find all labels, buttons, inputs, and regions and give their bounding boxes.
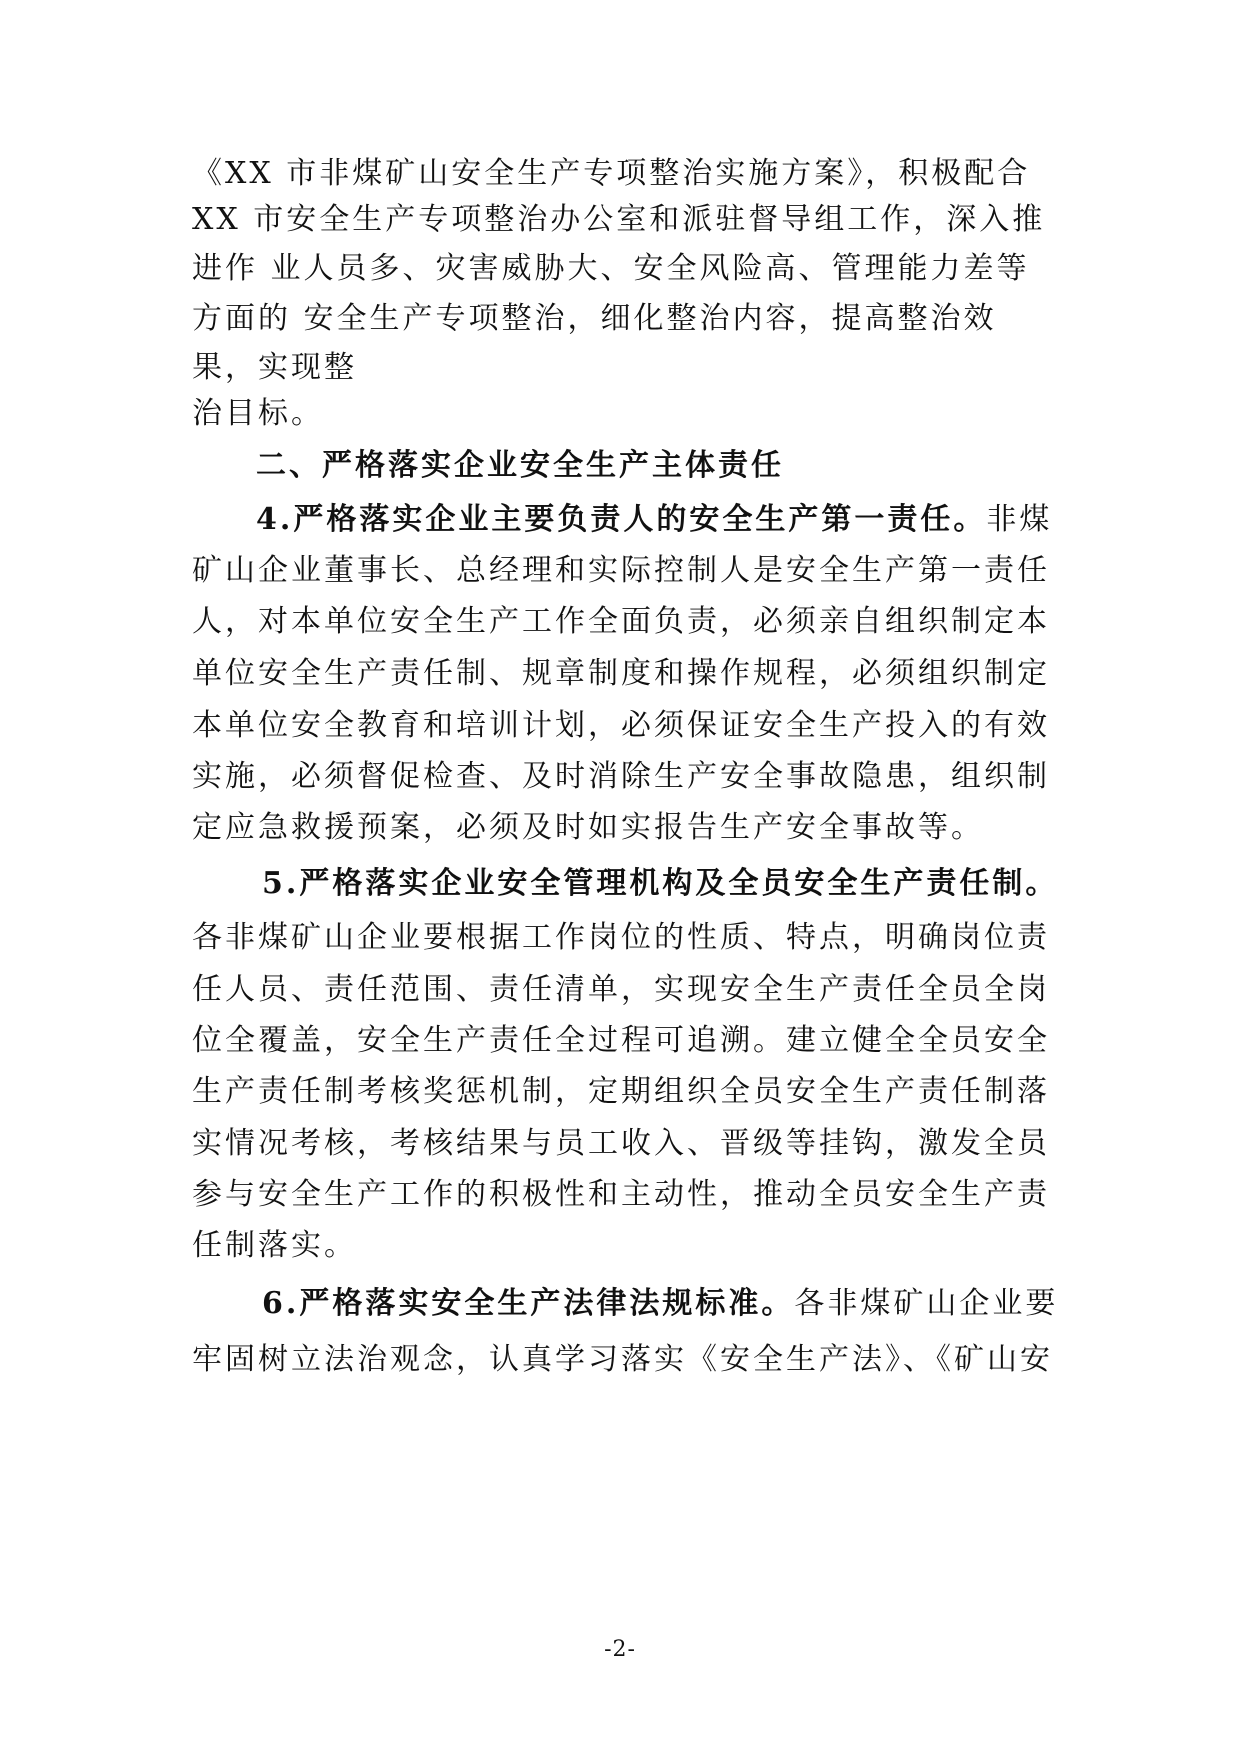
line-text: 实施，必须督促检查、及时消除生产安全事故隐患，组织制: [192, 759, 1050, 794]
line-text: 任人员、责任范围、责任清单，实现安全生产责任全员全岗: [192, 972, 1050, 1007]
paragraph-line: [256, 500, 1116, 540]
paragraph-line: [192, 1072, 1052, 1112]
paragraph-line: [192, 551, 1052, 591]
line-text: 牢固树立法治观念，认真学习落实《安全生产法》、《矿山安: [192, 1342, 1053, 1377]
paragraph-line: [192, 1175, 1052, 1215]
line-text: 《XX 市非煤矿山安全生产专项整治实施方案》，积极配合: [192, 156, 1031, 191]
paragraph-line: [192, 200, 1052, 240]
paragraph-line: [192, 918, 1052, 958]
line-text: 本单位安全教育和培训计划，必须保证安全生产投入的有效: [192, 708, 1050, 743]
item-title: 5.严格落实企业安全管理机构及全员安全生产责任制。: [262, 866, 1059, 901]
paragraph-line: [192, 706, 1052, 746]
line-text: 参与安全生产工作的积极性和主动性，推动全员安全生产责: [192, 1177, 1050, 1212]
line-text: 方面的 安全生产专项整治，细化整治内容，提高整治效: [192, 301, 997, 336]
page-number: -2-: [604, 1637, 636, 1662]
section-heading: [256, 446, 1116, 486]
section-heading-text: 二、严格落实企业安全生产主体责任: [256, 448, 784, 483]
paragraph-line: [192, 970, 1052, 1010]
paragraph-line: [192, 654, 1052, 694]
line-text: 定应急救援预案，必须及时如实报告生产安全事故等。: [192, 810, 984, 845]
paragraph-line: [262, 864, 1122, 904]
paragraph-line: [192, 299, 1052, 339]
line-text: XX 市安全生产专项整治办公室和派驻督导组工作，深入推: [192, 202, 1046, 237]
line-text: 各非煤矿山企业要: [794, 1286, 1059, 1321]
line-text: 进作 业人员多、灾害威胁大、安全风险高、管理能力差等: [192, 251, 1030, 286]
item-title: 4.严格落实企业主要负责人的安全生产第一责任。: [256, 502, 987, 537]
line-text: 矿山企业董事长、总经理和实际控制人是安全生产第一责任: [192, 553, 1050, 588]
line-text: 果，实现整: [192, 350, 357, 385]
paragraph-line: [262, 1284, 1122, 1324]
paragraph-line: [192, 602, 1052, 642]
line-text: 实情况考核，考核结果与员工收入、晋级等挂钩，激发全员: [192, 1126, 1050, 1161]
paragraph-line: [192, 1226, 1052, 1266]
line-text: 人，对本单位安全生产工作全面负责，必须亲自组织制定本: [192, 604, 1050, 639]
line-text: 生产责任制考核奖惩机制，定期组织全员安全生产责任制落: [192, 1074, 1050, 1109]
line-text: 位全覆盖，安全生产责任全过程可追溯。建立健全全员安全: [192, 1023, 1050, 1058]
line-text: 各非煤矿山企业要根据工作岗位的性质、特点，明确岗位责: [192, 920, 1050, 955]
line-text: 任制落实。: [192, 1228, 357, 1263]
paragraph-line: [192, 808, 1052, 848]
paragraph-line: [192, 1021, 1052, 1061]
item-title: 6.严格落实安全生产法律法规标准。: [262, 1286, 795, 1321]
paragraph-line: [192, 757, 1052, 797]
line-text: 单位安全生产责任制、规章制度和操作规程，必须组织制定: [192, 656, 1050, 691]
paragraph-line: [192, 394, 1052, 434]
paragraph-line: [192, 1124, 1052, 1164]
paragraph-line: [192, 1340, 1052, 1380]
paragraph-line: [192, 154, 1052, 194]
line-text: 治目标。: [192, 396, 324, 431]
paragraph-line: [192, 348, 1052, 388]
line-text: 非煤: [986, 502, 1053, 537]
paragraph-line: [192, 249, 1052, 289]
